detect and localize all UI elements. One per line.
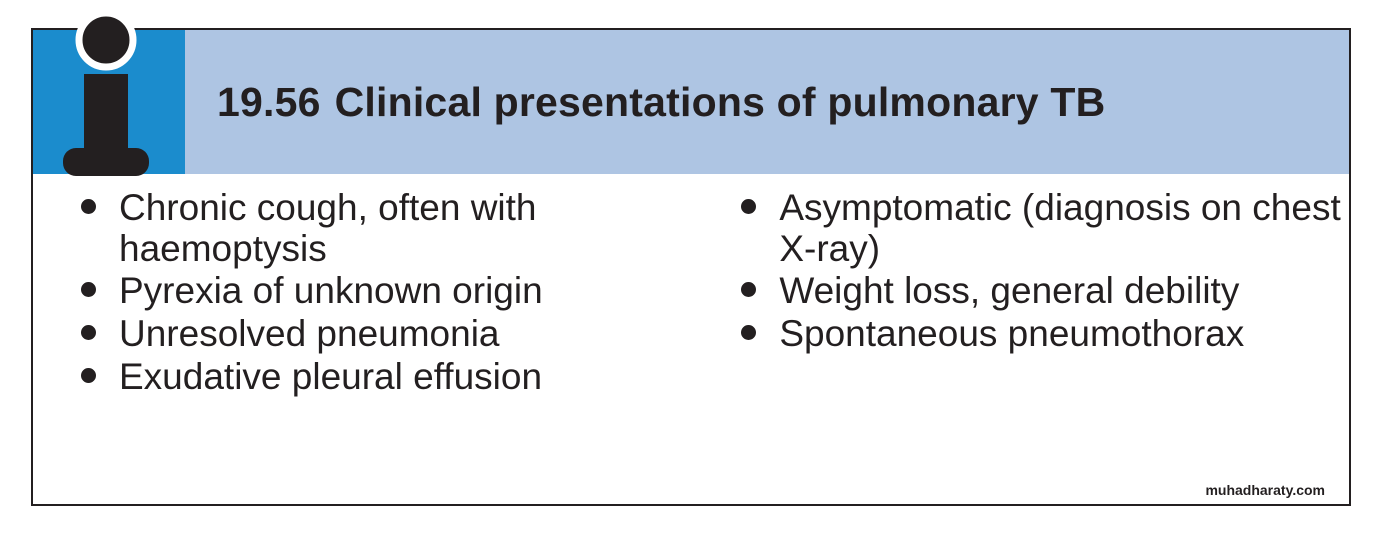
list-item <box>67 314 717 355</box>
page-title <box>217 79 1105 126</box>
right-list <box>727 188 1349 355</box>
info-box <box>31 28 1351 506</box>
bullet-icon <box>81 282 96 297</box>
information-i-icon <box>55 12 165 187</box>
list-item <box>67 188 717 269</box>
bullet-icon <box>741 199 756 214</box>
box-number: 19.56 <box>217 78 321 125</box>
bullet-icon <box>741 325 756 340</box>
watermark: muhadharaty.com <box>1205 482 1325 498</box>
left-column <box>33 188 717 508</box>
information-badge <box>33 30 185 174</box>
list-item-label: Asymptomatic (diagnosis on chest X-ray) <box>779 187 1341 269</box>
bullet-icon <box>81 368 96 383</box>
list-item <box>727 188 1349 269</box>
list-item-label: Spontaneous pneumothorax <box>779 313 1245 355</box>
left-list <box>67 188 717 397</box>
list-item-label: Exudative pleural effusion <box>119 355 543 397</box>
list-item-label: Weight loss, general debility <box>779 270 1240 312</box>
list-item-label: Chronic cough, often with haemoptysis <box>119 187 537 269</box>
right-column <box>717 188 1349 508</box>
box-title-text: Clinical presentations of pulmonary TB <box>334 78 1106 125</box>
bullet-icon <box>741 282 756 297</box>
box-content <box>33 174 1349 508</box>
list-item <box>67 357 717 398</box>
bullet-icon <box>81 199 96 214</box>
list-item-label: Pyrexia of unknown origin <box>119 270 543 312</box>
list-item <box>67 271 717 312</box>
list-item <box>727 271 1349 312</box>
bullet-icon <box>81 325 96 340</box>
list-item-label: Unresolved pneumonia <box>119 313 500 355</box>
list-item <box>727 314 1349 355</box>
box-header <box>33 30 1349 174</box>
